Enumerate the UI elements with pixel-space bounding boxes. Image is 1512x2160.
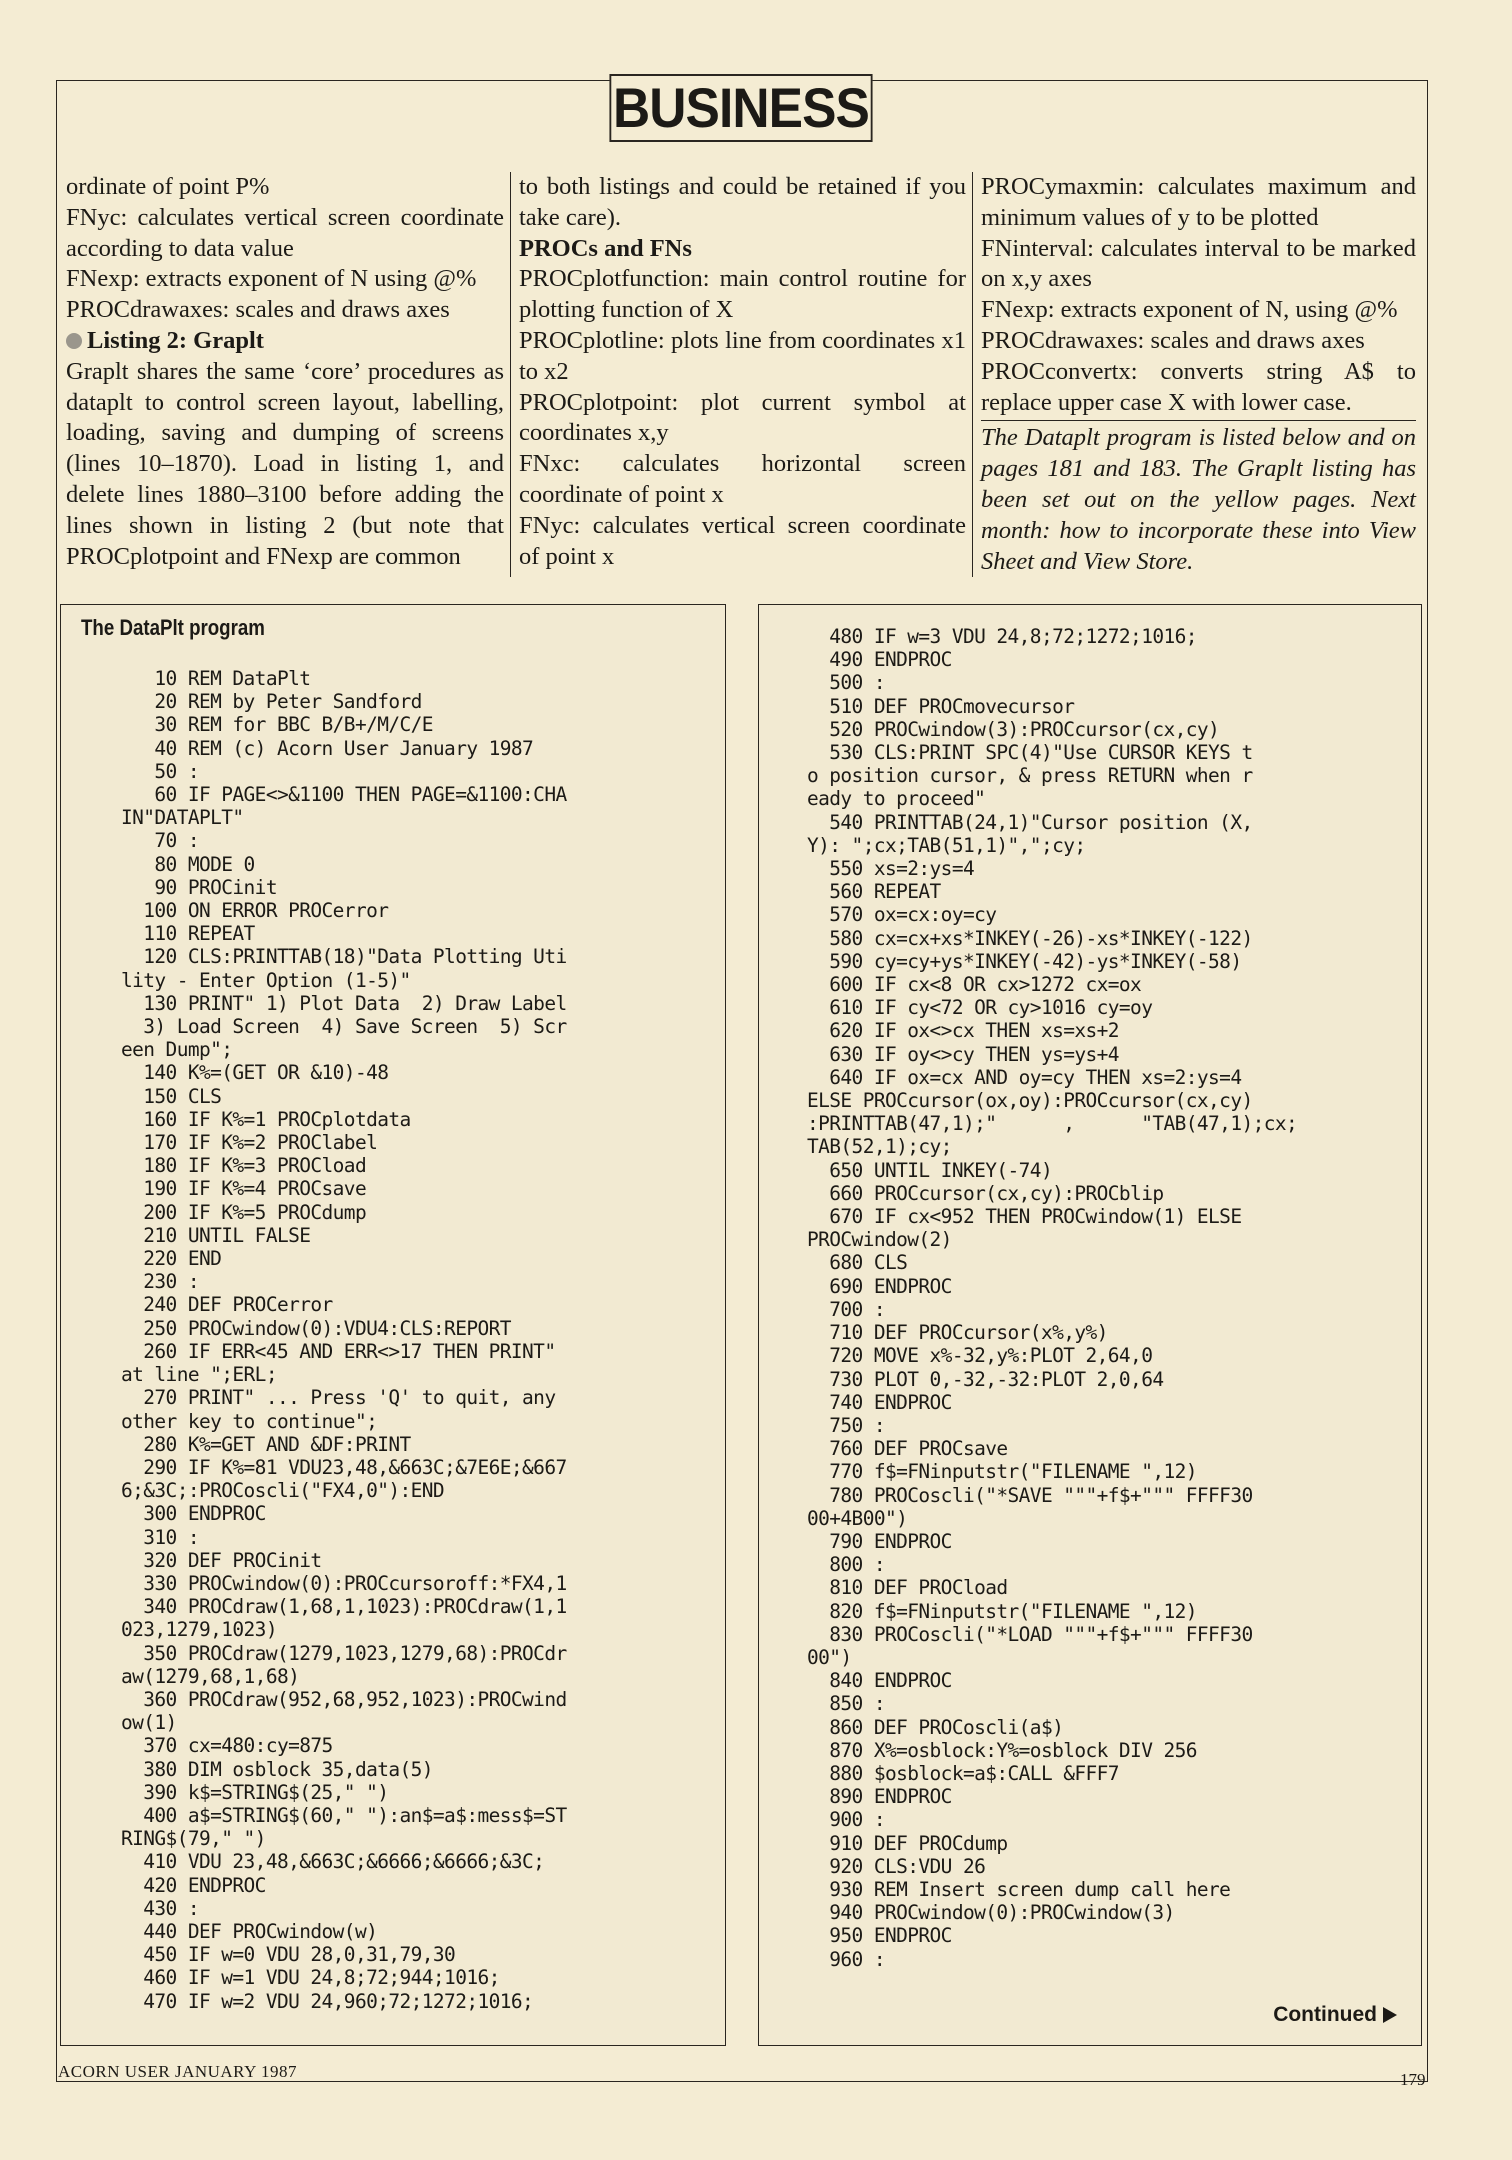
col3-item: FNinterval: calculates interval to be marked on x,y axes (981, 234, 1416, 293)
caption: The Dataplt program is listed below and on pages 181 and 183. The Graplt listing has been set out on the yellow pages. Next month: how to incorporate these into View Sheet and View Store. (981, 424, 1416, 575)
text-column-1 (60, 172, 510, 577)
col3-item: PROCconvertx: converts string A$ to replace upper case X with lower case. (981, 357, 1416, 416)
col2-item: PROCplotline: plots line from coordinates x1 to x2 (519, 326, 966, 385)
col3-item: PROCymaxmin: calculates maximum and minimum values of y to be plotted (981, 173, 1416, 231)
col2-item: PROCplotpoint: plot current symbol at coordinates x,y (519, 388, 966, 447)
col2-intro: to both listings and could be retained if you take care). (519, 173, 966, 231)
page-number: 179 (1400, 2070, 1426, 2089)
col1-body: Graplt shares the same ‘core’ procedures as dataplt to control screen layout, labelling, loading, saving and dumping of screens (lines 10–1870). Load in listing 1, and delete lines 1880–3100 before adding the lines shown in listing 2 (but note that PROCplotpoint and FNexp are common (66, 357, 504, 570)
col1-line: ordinate of point P% (66, 173, 270, 200)
code-listing-left: 10 REM DataPlt 20 REM by Peter Sandford 30 REM for BBC B/B+/M/C/E 40 REM (c) Acorn User January 1987 50 : 60 IF PAGE<>&1100 THEN PAGE=&1100:CHA IN"DATAPLT" 70 : 80 MODE 0 90 PROCinit 100 ON ERROR PROCerror 110 REPEAT 120 CLS:PRINTTAB(18)"Data Plotting Uti lity - Enter Option (1-5)" 130 PRINT" 1) Plot Data 2) Draw Label 3) Load Screen 4) Save Screen 5) Scr een Dump"; 140 K%=(GET OR &10)-48 150 CLS 160 IF K%=1 PROCplotdata 170 IF K%=2 PROClabel 180 IF K%=3 PROCload 190 IF K%=4 PROCsave 200 IF K%=5 PROCdump 210 UNTIL FALSE 220 END 230 : 240 DEF PROCerror 250 PROCwindow(0):VDU4:CLS:REPORT 260 IF ERR<45 AND ERR<>17 THEN PRINT" at line ";ERL; 270 PRINT" ... Press 'Q' to quit, any other key to continue"; 280 K%=GET AND &DF:PRINT 290 IF K%=81 VDU23,48,&663C;&7E6E;&667 6;&3C;:PROCoscli("FX4,0"):END 300 ENDPROC 310 : 320 DEF PROCinit 330 PROCwindow(0):PROCcursoroff:*FX4,1 340 PROCdraw(1,68,1,1023):PROCdraw(1,1 023,1279,1023) 350 PROCdraw(1279,1023,1279,68):PROCdr aw(1279,68,1,68) 360 PROCdraw(952,68,952,1023):PROCwind ow(1) 370 cx=480:cy=875 380 DIM osblock 35,data(5) 390 k$=STRING$(25," ") 400 a$=STRING$(60," "):an$=a$:mess$=ST RING$(79," ") 410 VDU 23,48,&663C;&6666;&6666;&3C; 420 ENDPROC 430 : 440 DEF PROCwindow(w) 450 IF w=0 VDU 28,0,31,79,30 460 IF w=1 VDU 24,8;72;944;1016; 470 IF w=2 VDU 24,960;72;1272;1016; (121, 667, 567, 2013)
listing-title: The DataPlt program (81, 615, 265, 640)
right-arrow-icon (1383, 2007, 1397, 2023)
col3-item: FNexp: extracts exponent of N, using @% (981, 296, 1398, 324)
code-listing-right: 480 IF w=3 VDU 24,8;72;1272;1016; 490 ENDPROC 500 : 510 DEF PROCmovecursor 520 PROCwindow(3):PROCcursor(cx,cy) 530 CLS:PRINT SPC(4)"Use CURSOR KEYS t o position cursor, & press RETURN when r eady to proceed" 540 PRINTTAB(24,1)"Cursor position (X, Y): ";cx;TAB(51,1)",";cy; 550 xs=2:ys=4 560 REPEAT 570 ox=cx:oy=cy 580 cx=cx+xs*INKEY(-26)-xs*INKEY(-122) 590 cy=cy+ys*INKEY(-42)-ys*INKEY(-58) 600 IF cx<8 OR cx>1272 cx=ox 610 IF cy<72 OR cy>1016 cy=oy 620 IF ox<>cx THEN xs=xs+2 630 IF oy<>cy THEN ys=ys+4 640 IF ox=cx AND oy=cy THEN xs=2:ys=4 ELSE PROCcursor(ox,oy):PROCcursor(cx,cy) :PRINTTAB(47,1);" , "TAB(47,1);cx; TAB(52,1);cy; 650 UNTIL INKEY(-74) 660 PROCcursor(cx,cy):PROCblip 670 IF cx<952 THEN PROCwindow(1) ELSE PROCwindow(2) 680 CLS 690 ENDPROC 700 : 710 DEF PROCcursor(x%,y%) 720 MOVE x%-32,y%:PLOT 2,64,0 730 PLOT 0,-32,-32:PLOT 2,0,64 740 ENDPROC 750 : 760 DEF PROCsave 770 f$=FNinputstr("FILENAME ",12) 780 PROCoscli("*SAVE """+f$+""" FFFF30 00+4B00") 790 ENDPROC 800 : 810 DEF PROCload 820 f$=FNinputstr("FILENAME ",12) 830 PROCoscli("*LOAD """+f$+""" FFFF30 00") 840 ENDPROC 850 : 860 DEF PROCoscli(a$) 870 X%=osblock:Y%=osblock DIV 256 880 $osblock=a$:CALL &FFF7 890 ENDPROC 900 : 910 DEF PROCdump 920 CLS:VDU 26 930 REM Insert screen dump call here 940 PROCwindow(0):PROCwindow(3) 950 ENDPROC 960 : (807, 625, 1298, 1971)
col2-item: FNyc: calculates vertical screen coordinate of point x (519, 511, 966, 570)
bullet-icon (66, 333, 82, 349)
article-text (60, 172, 1426, 577)
footer-magazine: ACORN USER JANUARY 1987 (58, 2062, 297, 2081)
col1-line: PROCdrawaxes: scales and draws axes (66, 296, 450, 324)
col3-item: PROCdrawaxes: scales and draws axes (981, 326, 1365, 354)
col2-item: FNxc: calculates horizontal screen coordinate of point x (519, 450, 966, 508)
listing-2-title: Listing 2: Graplt (87, 326, 264, 354)
continued-label: Continued (1273, 2003, 1377, 2026)
dataplt-listing-panel-right (758, 604, 1422, 2046)
continued-link[interactable] (1273, 2003, 1397, 2027)
col1-line: FNexp: extracts exponent of N using @% (66, 265, 477, 293)
caption-divider (981, 420, 1416, 421)
dataplt-listing-panel-left (60, 604, 726, 2046)
text-column-3 (972, 172, 1422, 577)
procs-fns-heading: PROCs and FNs (519, 234, 692, 262)
listing-2-heading (66, 326, 504, 357)
text-column-2 (510, 172, 972, 577)
col1-line: FNyc: calculates vertical screen coordinate according to data value (66, 203, 504, 262)
col2-item: PROCplotfunction: main control routine for plotting function of X (519, 265, 966, 324)
section-banner: BUSINESS (609, 74, 872, 142)
